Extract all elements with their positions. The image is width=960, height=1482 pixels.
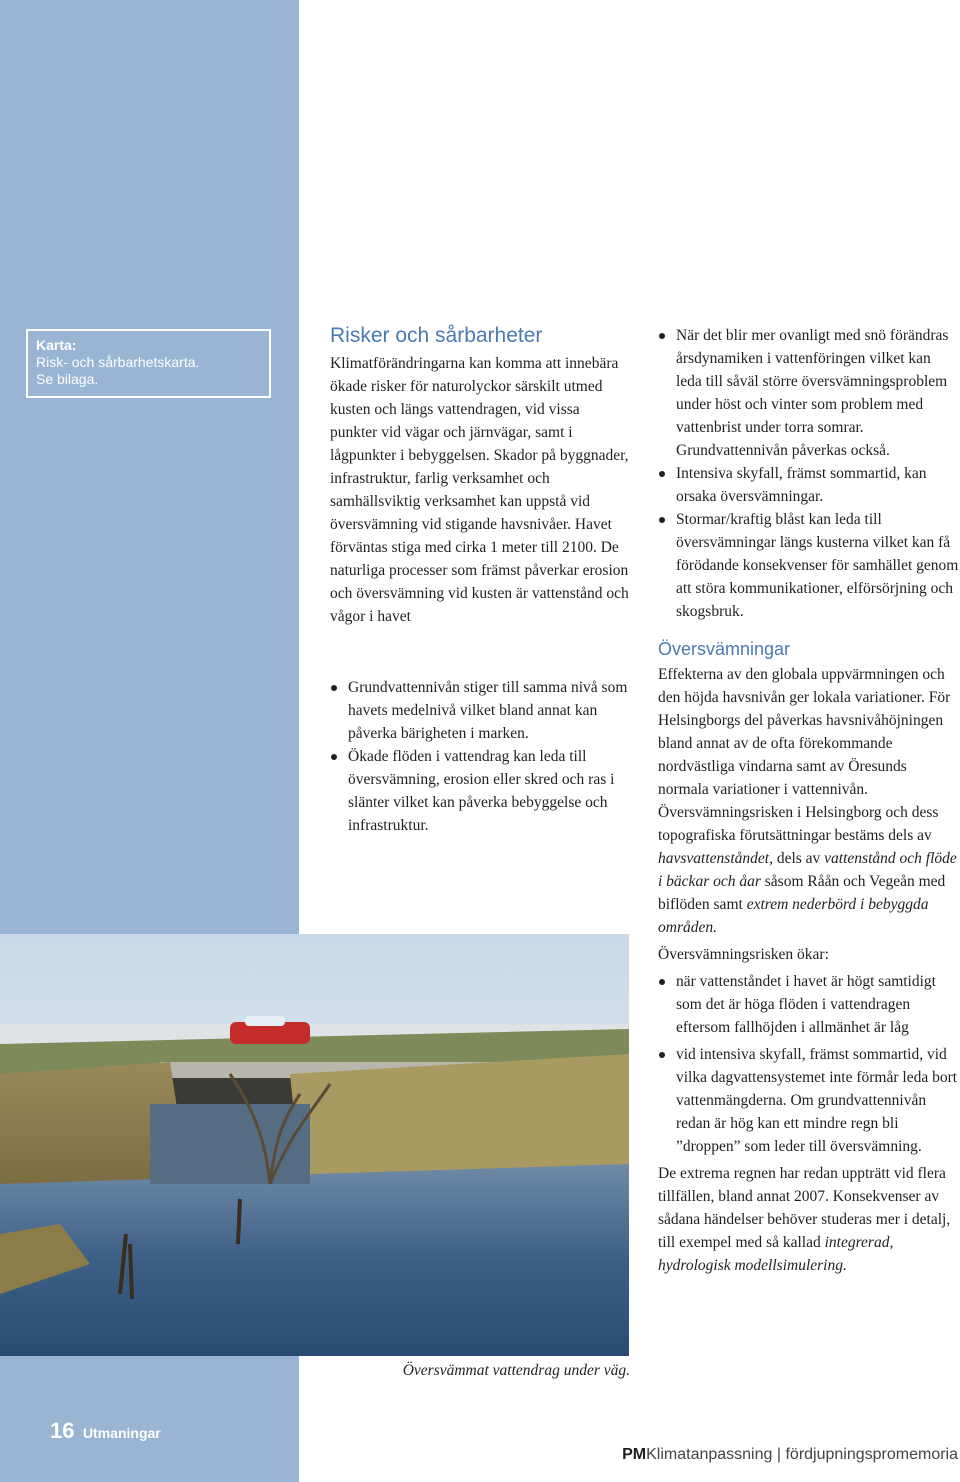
right-bullet-list (658, 324, 960, 623)
bullet-icon (659, 333, 665, 339)
footer-separator: | (776, 1446, 782, 1463)
footer (622, 1446, 958, 1464)
main-bullet-list (330, 676, 630, 837)
footer-subtitle: fördjupningspromemoria (785, 1446, 958, 1463)
list-item: Grundvattennivån stiger till samma nivå som havets medelnivå vilket bland annat kan påverka bärigheten i marken. (330, 676, 630, 745)
bullet-icon (331, 754, 337, 760)
right-column (658, 324, 960, 1277)
section-heading: Risker och sårbarheter (330, 324, 543, 347)
list-item: vid intensiva skyfall, främst sommartid, vid vilka dagvattensystemet inte förmår leda bort vattenmängderna. Om grundvattennivån redan är hög kan ett mindre regn bli ”droppen” som leder till översvämning. (658, 1043, 960, 1158)
page-number-block (50, 1418, 161, 1444)
bullet-icon (659, 979, 665, 985)
paragraph: Översvämningsrisken ökar: (658, 946, 829, 963)
bullet-icon (659, 471, 665, 477)
flooded-stream-photo (0, 934, 629, 1356)
photo-caption: Översvämmat vattendrag under väg. (402, 1362, 630, 1379)
risk-bullet-list (658, 970, 960, 1158)
paragraph: De extrema regnen har redan uppträtt vid flera tillfällen, bland annat 2007. Konsekvenser av sådana händelser behöver studeras mer i detalj, till exempel med så kallad integrerad, hydrologisk modellsimulering. (658, 1165, 951, 1274)
list-item: Ökade flöden i vattendrag kan leda till översvämning, erosion eller skred och ras i slänter vilket kan påverka bebyggelse och infrastruktur. (330, 745, 630, 837)
paragraph: Effekterna av den globala uppvärmningen och den höjda havsnivån ger lokala variationer. För Helsingborgs del påverkas havsnivåhöjningen bland annat av de ofta förekommande nordvästliga vindarna samt av Öresunds normala variationer i vattennivån. (658, 666, 951, 798)
bullet-icon (659, 517, 665, 523)
section-name: Utmaningar (82, 1425, 161, 1441)
map-line-2: Se bilaga. (36, 371, 99, 387)
map-reference-box (26, 329, 271, 398)
list-item: Intensiva skyfall, främst sommartid, kan orsaka översvämningar. (658, 462, 960, 508)
bullet-icon (331, 685, 337, 691)
page-number: 16 (50, 1418, 75, 1443)
list-item: När det blir mer ovanligt med snö förändras årsdynamiken i vattenföringen vilket kan leda till såväl större översvämningsproblem under höst och vinter som problem med vattenbrist under torra somrar. Grundvattennivån påverkas också. (658, 324, 960, 462)
footer-title: Klimatanpassning (646, 1446, 773, 1463)
footer-brand: PM (622, 1446, 647, 1463)
paragraph: Översvämningsrisken i Helsingborg och dess topografiska förutsättningar bestäms dels av havsvattenståndet, dels av vattenstånd och flöde i bäckar och åar såsom Råån och Vegeån med biflöden samt extrem nederbörd i bebyggda områden. (658, 804, 957, 936)
main-column (330, 322, 630, 628)
bullet-icon (659, 1052, 665, 1058)
list-item: Stormar/kraftig blåst kan leda till översvämningar längs kusterna vilket kan få förödande konsekvenser för samhället genom att störa kommunikationer, elförsörjning och skogsbruk. (658, 508, 960, 623)
map-line-1: Risk- och sårbarhetskarta. (36, 354, 200, 370)
subsection-heading: Översvämningar (658, 639, 791, 659)
list-item: när vattenståndet i havet är högt samtidigt som det är höga flöden i vattendragen eftersom fallhöjden i allmänhet är låg (658, 970, 960, 1039)
map-title: Karta: (36, 337, 77, 353)
intro-paragraph: Klimatförändringarna kan komma att innebära ökade risker för naturolyckor särskilt utmed kusten och längs vattendragen, vid vissa punkter vid vägar och järnvägar, samt i lågpunkter i bebyggelsen. Skador på byggnader, infrastruktur, farlig verksamhet och samhällsviktig verksamhet kan uppstå vid översvämning vid stigande havsnivåer. Havet förväntas stiga med cirka 1 meter till 2100. De naturliga processer som främst påverkar erosion och översvämning vid kusten är vattenstånd och vågor i havet (330, 355, 629, 625)
